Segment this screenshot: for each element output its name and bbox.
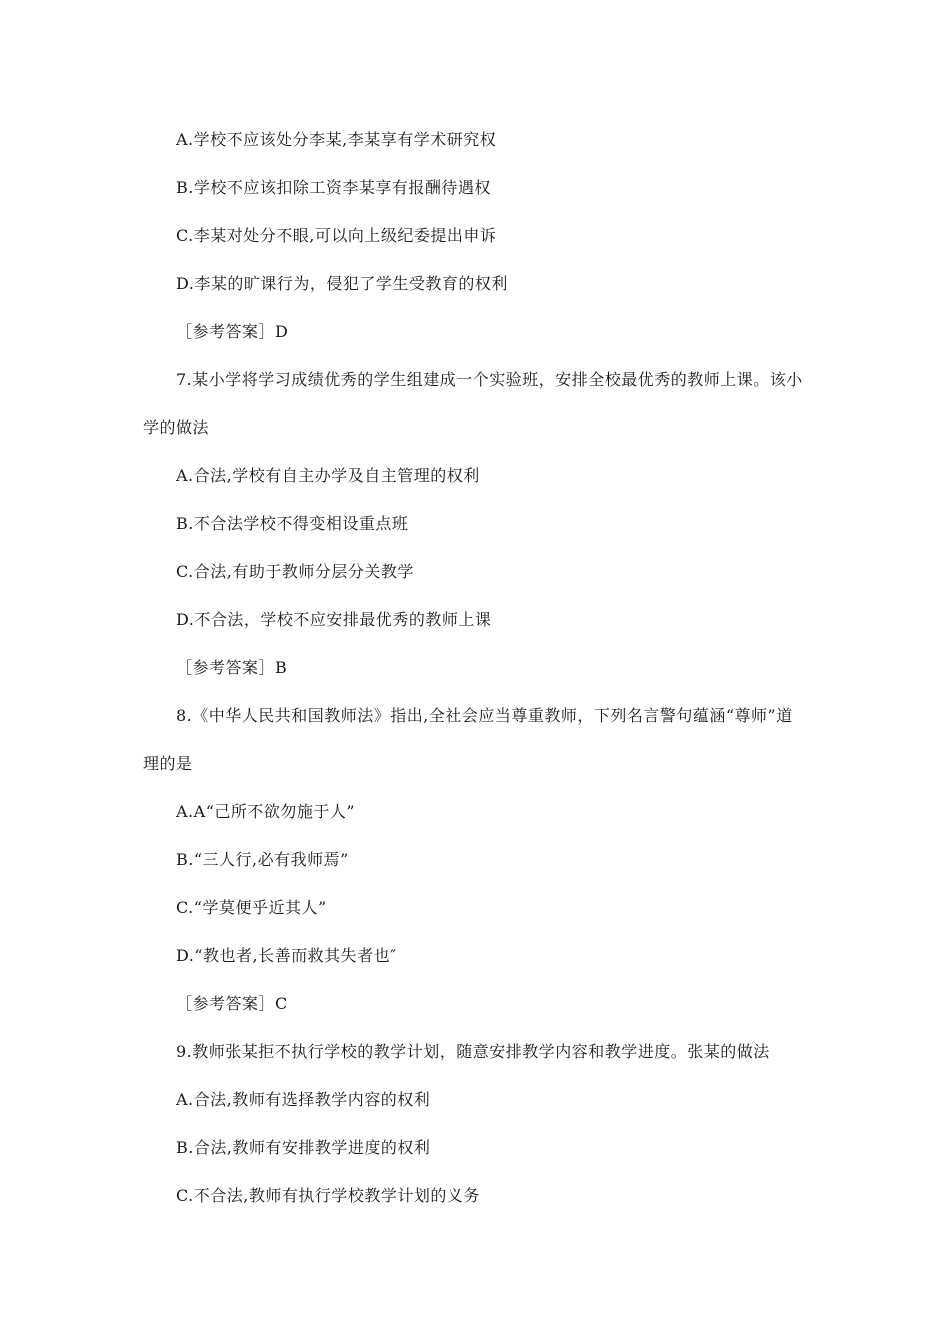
q7-option-d: D.不合法，学校不应安排最优秀的教师上课: [176, 610, 492, 629]
q8-option-a: A.A“己所不欲勿施于人”: [176, 802, 356, 821]
q7-option-a: A.合法,学校有自主办学及自主管理的权利: [176, 466, 480, 485]
q6-answer: ［参考答案］D: [176, 322, 289, 341]
q6-option-d: D.李某的旷课行为，侵犯了学生受教育的权利: [176, 274, 508, 293]
q8-stem-line1: 8.《中华人民共和国教师法》指出,全社会应当尊重教师，下列名言警句蕴涵“尊师”道: [176, 706, 793, 725]
q7-answer: ［参考答案］B: [176, 658, 288, 677]
q7-stem-line2: 学的做法: [143, 418, 210, 437]
q7-option-c: C.合法,有助于教师分层分关教学: [176, 562, 414, 581]
q7-stem-line1: 7.某小学将学习成绩优秀的学生组建成一个实验班，安排全校最优秀的教师上课。该小: [176, 370, 803, 389]
q8-option-b: B.“三人行,必有我师焉”: [176, 850, 349, 869]
q9-option-a: A.合法,教师有选择教学内容的权利: [176, 1090, 431, 1109]
q6-option-b: B.学校不应该扣除工资李某享有报酬待遇权: [176, 178, 491, 197]
q9-option-c: C.不合法,教师有执行学校教学计划的义务: [176, 1186, 480, 1205]
q8-answer: ［参考答案］C: [176, 994, 288, 1013]
q8-option-d: D.“教也者,长善而救其失者也″: [176, 946, 397, 965]
q9-stem: 9.教师张某拒不执行学校的教学计划，随意安排教学内容和教学进度。张某的做法: [176, 1042, 770, 1061]
q9-option-b: B.合法,教师有安排教学进度的权利: [176, 1138, 431, 1157]
q8-option-c: C.“学莫便乎近其人”: [176, 898, 327, 917]
q8-stem-line2: 理的是: [143, 754, 193, 773]
q6-option-c: C.李某对处分不眼,可以向上级纪委提出申诉: [176, 226, 497, 245]
q7-option-b: B.不合法学校不得变相设重点班: [176, 514, 409, 533]
q6-option-a: A.学校不应该处分李某,李某享有学术研究权: [176, 130, 497, 149]
